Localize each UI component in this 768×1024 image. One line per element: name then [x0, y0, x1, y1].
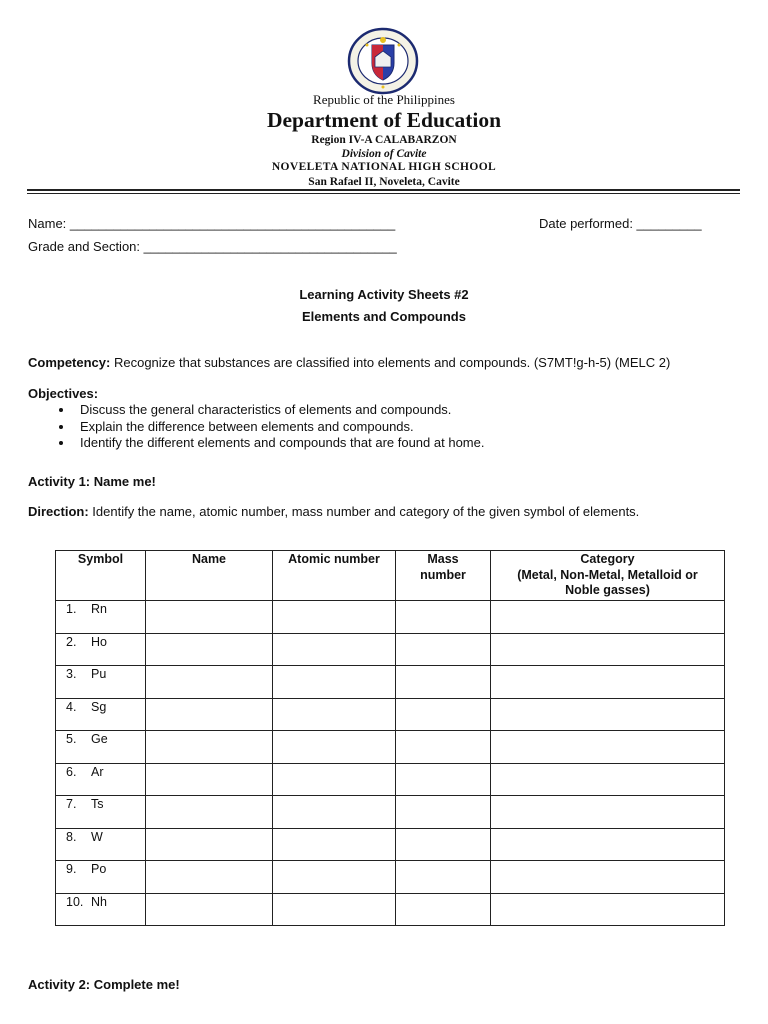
- name-cell[interactable]: [146, 698, 273, 731]
- symbol-cell: [56, 763, 146, 796]
- mass-number-cell[interactable]: [396, 698, 491, 731]
- header-divider-thin: [27, 193, 740, 194]
- category-cell[interactable]: [491, 698, 725, 731]
- symbol-cell: [56, 601, 146, 634]
- symbol-cell: [56, 666, 146, 699]
- row-number: 4.: [66, 699, 77, 714]
- direction-text: Identify the name, atomic number, mass number and category of the given symbol of elements.: [88, 504, 640, 519]
- mass-header-line2: number: [420, 567, 466, 582]
- category-cell[interactable]: [491, 633, 725, 666]
- symbol-cell: [56, 893, 146, 926]
- element-symbol: Po: [91, 862, 107, 876]
- activity1-title: Activity 1: Name me!: [28, 474, 156, 489]
- elements-table: [55, 550, 725, 926]
- competency-text: Recognize that substances are classified into elements and compounds. (S7MT!g-h-5) (MELC 2): [110, 355, 671, 370]
- symbol-cell: [56, 698, 146, 731]
- table-row: [56, 796, 725, 829]
- symbol-cell: [56, 796, 146, 829]
- symbol-cell: [56, 861, 146, 894]
- competency-label: Competency:: [28, 355, 111, 370]
- name-cell[interactable]: [146, 763, 273, 796]
- direction-label: Direction:: [28, 504, 89, 519]
- category-header-line3: Noble gasses): [565, 583, 650, 597]
- element-symbol: Rn: [91, 602, 107, 616]
- atomic-number-cell[interactable]: [273, 698, 396, 731]
- atomic-number-cell[interactable]: [273, 828, 396, 861]
- atomic-number-cell[interactable]: [273, 893, 396, 926]
- category-cell[interactable]: [491, 666, 725, 699]
- name-cell[interactable]: [146, 828, 273, 861]
- objective-item: • Identify the different elements and compounds that are found at home.: [74, 435, 484, 452]
- school-address: San Rafael II, Noveleta, Cavite: [308, 176, 460, 188]
- row-number: 7.: [66, 797, 77, 811]
- col-mass-number: [396, 551, 491, 601]
- mass-number-cell[interactable]: [396, 633, 491, 666]
- row-number: 2.: [66, 634, 77, 649]
- col-category: [491, 551, 725, 601]
- region-line: Region IV-A CALABARZON: [311, 134, 457, 146]
- table-row: [56, 633, 725, 666]
- sheet-subtitle: Elements and Compounds: [302, 309, 466, 324]
- name-cell[interactable]: [146, 633, 273, 666]
- atomic-number-cell[interactable]: [273, 666, 396, 699]
- atomic-number-cell[interactable]: [273, 861, 396, 894]
- name-cell[interactable]: [146, 731, 273, 764]
- mass-number-cell[interactable]: [396, 893, 491, 926]
- objective-item: • Explain the difference between elements and compounds.: [74, 419, 484, 436]
- row-number: 9.: [66, 862, 77, 876]
- name-cell[interactable]: [146, 796, 273, 829]
- table-row: [56, 601, 725, 634]
- header-divider: [27, 189, 740, 191]
- table-row: [56, 698, 725, 731]
- objectives-label: Objectives:: [28, 386, 99, 401]
- category-cell[interactable]: [491, 828, 725, 861]
- table-row: [56, 666, 725, 699]
- table-row: [56, 763, 725, 796]
- col-symbol: Symbol: [56, 551, 146, 601]
- department-title: Department of Education: [266, 108, 502, 132]
- grade-section-field[interactable]: Grade and Section: ___________________________________: [28, 239, 397, 254]
- category-cell[interactable]: [491, 763, 725, 796]
- name-cell[interactable]: [146, 666, 273, 699]
- category-header-line1: Category: [580, 552, 635, 566]
- element-symbol: Sg: [91, 699, 107, 714]
- mass-number-cell[interactable]: [396, 796, 491, 829]
- col-atomic-number: Atomic number: [273, 551, 396, 601]
- element-symbol: Ts: [91, 797, 104, 811]
- direction-line: [28, 504, 639, 519]
- table-row: [56, 731, 725, 764]
- deped-seal-logo: [345, 27, 421, 95]
- element-symbol: Ge: [91, 732, 108, 746]
- symbol-cell: [56, 633, 146, 666]
- sheet-title: Learning Activity Sheets #2: [299, 287, 469, 302]
- table-row: [56, 861, 725, 894]
- date-performed-field[interactable]: Date performed: _________: [539, 216, 702, 231]
- name-cell[interactable]: [146, 893, 273, 926]
- atomic-number-cell[interactable]: [273, 633, 396, 666]
- category-cell[interactable]: [491, 861, 725, 894]
- category-cell[interactable]: [491, 731, 725, 764]
- element-symbol: Nh: [91, 894, 107, 909]
- mass-number-cell[interactable]: [396, 861, 491, 894]
- category-cell[interactable]: [491, 796, 725, 829]
- name-field[interactable]: Name: _____________________________________________: [28, 216, 396, 231]
- category-cell[interactable]: [491, 893, 725, 926]
- mass-number-cell[interactable]: [396, 828, 491, 861]
- row-number: 5.: [66, 732, 77, 746]
- republic-line: Republic of the Philippines: [313, 92, 455, 107]
- objective-item: • Discuss the general characteristics of elements and compounds.: [74, 402, 484, 419]
- element-symbol: Pu: [91, 667, 107, 681]
- category-header-line2: (Metal, Non-Metal, Metalloid or: [517, 567, 698, 582]
- row-number: 3.: [66, 667, 77, 681]
- row-number: 1.: [66, 602, 77, 616]
- row-number: 8.: [66, 829, 77, 844]
- mass-number-cell[interactable]: [396, 601, 491, 634]
- activity2-title: Activity 2: Complete me!: [28, 977, 180, 992]
- mass-number-cell[interactable]: [396, 731, 491, 764]
- table-row: [56, 828, 725, 861]
- category-cell[interactable]: [491, 601, 725, 634]
- name-cell[interactable]: [146, 861, 273, 894]
- table-row: [56, 893, 725, 926]
- school-name: NOVELETA NATIONAL HIGH SCHOOL: [271, 161, 497, 173]
- row-number: 6.: [66, 764, 77, 779]
- competency-line: [28, 355, 670, 370]
- symbol-cell: [56, 731, 146, 764]
- element-symbol: W: [91, 829, 103, 844]
- symbol-cell: [56, 828, 146, 861]
- objectives-list: [48, 402, 484, 452]
- row-number: 10.: [66, 894, 84, 909]
- mass-number-cell[interactable]: [396, 666, 491, 699]
- table-header-row: [56, 551, 725, 601]
- atomic-number-cell[interactable]: [273, 763, 396, 796]
- mass-number-cell[interactable]: [396, 763, 491, 796]
- mass-header-line1: Mass: [427, 552, 459, 566]
- atomic-number-cell[interactable]: [273, 731, 396, 764]
- atomic-number-cell[interactable]: [273, 601, 396, 634]
- atomic-number-cell[interactable]: [273, 796, 396, 829]
- name-cell[interactable]: [146, 601, 273, 634]
- element-symbol: Ho: [91, 634, 107, 649]
- col-name: Name: [146, 551, 273, 601]
- element-symbol: Ar: [91, 764, 104, 779]
- division-line: Division of Cavite: [341, 148, 427, 160]
